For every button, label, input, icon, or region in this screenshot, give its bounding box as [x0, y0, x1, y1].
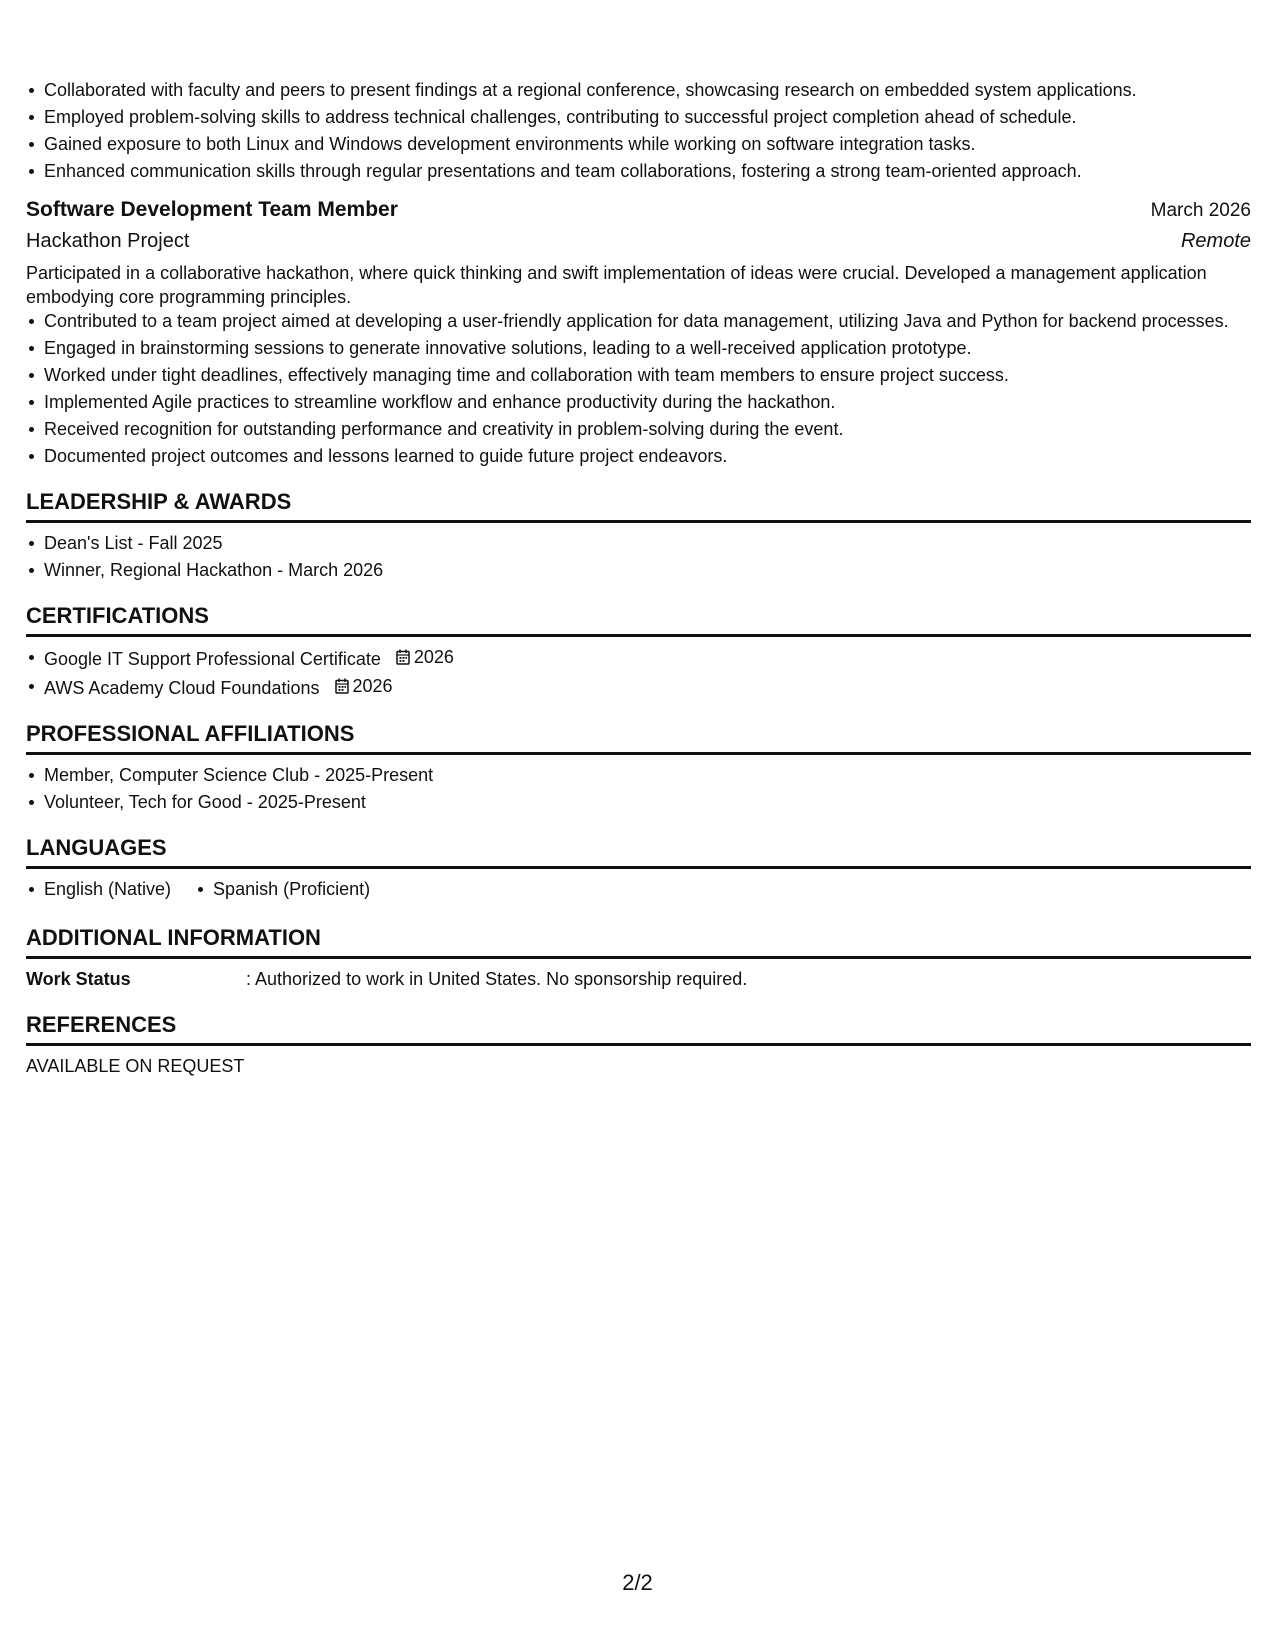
list-item: Member, Computer Science Club - 2025-Present — [26, 763, 1251, 787]
job-date: March 2026 — [1150, 200, 1251, 221]
list-item: Worked under tight deadlines, effectively managing time and collaboration with team members to ensure project success. — [26, 363, 1251, 387]
certifications-list — [26, 645, 1251, 700]
languages-list — [26, 877, 1251, 904]
work-status-value: : Authorized to work in United States. No sponsorship required. — [246, 969, 748, 989]
list-item — [26, 674, 1251, 700]
list-item: Spanish (Proficient) — [195, 877, 370, 901]
job-location: Remote — [1180, 230, 1251, 252]
intro-bullet-list — [26, 78, 1251, 183]
calendar-icon — [335, 678, 349, 694]
list-item: Collaborated with faculty and peers to present findings at a regional conference, showcasing research on embedded system applications. — [26, 78, 1251, 102]
list-item: Dean's List - Fall 2025 — [26, 531, 1251, 555]
job-summary: Participated in a collaborative hackathon, where quick thinking and swift implementation of ideas were crucial. Developed a management application embodying core programming principles. — [26, 263, 1207, 307]
job-company: Hackathon Project — [26, 230, 190, 252]
section-title-additional-information: ADDITIONAL INFORMATION — [26, 924, 1251, 959]
list-item: Employed problem-solving skills to address technical challenges, contributing to successful project completion ahead of schedule. — [26, 105, 1251, 129]
certification-year: 2026 — [352, 676, 393, 696]
job-entry — [26, 186, 1251, 468]
references-text: AVAILABLE ON REQUEST — [26, 1056, 245, 1076]
section-title-references: REFERENCES — [26, 1011, 1251, 1046]
section-title-languages: LANGUAGES — [26, 834, 1251, 869]
page-number: 2/2 — [622, 1570, 653, 1595]
list-item: English (Native) — [26, 877, 171, 901]
list-item: Gained exposure to both Linux and Windows development environments while working on software integration tasks. — [26, 132, 1251, 156]
list-item: Documented project outcomes and lessons learned to guide future project endeavors. — [26, 444, 1251, 468]
section-title-leadership: LEADERSHIP & AWARDS — [26, 488, 1251, 523]
section-title-affiliations: PROFESSIONAL AFFILIATIONS — [26, 720, 1251, 755]
list-item: Engaged in brainstorming sessions to generate innovative solutions, leading to a well-received application prototype. — [26, 336, 1251, 360]
list-item — [26, 645, 1251, 671]
work-status-row — [26, 967, 1251, 991]
section-title-certifications: CERTIFICATIONS — [26, 602, 1251, 637]
list-item: Volunteer, Tech for Good - 2025-Present — [26, 790, 1251, 814]
job-bullet-list — [26, 309, 1251, 468]
list-item: Received recognition for outstanding performance and creativity in problem-solving during the event. — [26, 417, 1251, 441]
list-item: Contributed to a team project aimed at developing a user-friendly application for data management, utilizing Java and Python for backend processes. — [26, 309, 1251, 333]
calendar-icon — [396, 649, 410, 665]
work-status-label: Work Status — [26, 969, 131, 989]
leadership-list — [26, 531, 1251, 582]
certification-year: 2026 — [413, 647, 454, 667]
list-item: Implemented Agile practices to streamline workflow and enhance productivity during the hackathon. — [26, 390, 1251, 414]
job-title: Software Development Team Member — [26, 198, 398, 221]
resume-page — [26, 78, 1251, 1078]
certification-name: AWS Academy Cloud Foundations — [44, 678, 320, 698]
list-item: Enhanced communication skills through regular presentations and team collaborations, fostering a strong team-oriented approach. — [26, 159, 1251, 183]
certification-name: Google IT Support Professional Certificate — [44, 649, 381, 669]
affiliations-list — [26, 763, 1251, 814]
list-item: Winner, Regional Hackathon - March 2026 — [26, 558, 1251, 582]
